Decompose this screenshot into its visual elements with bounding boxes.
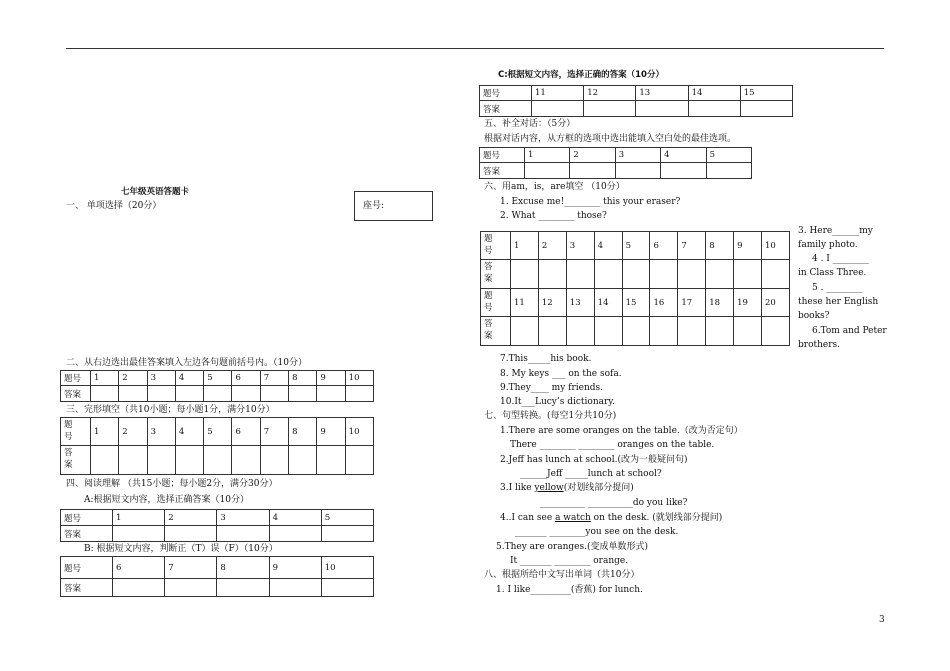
table-row: 答案 — [61, 386, 374, 402]
table-row: 题号 1 2 3 4 5 — [61, 510, 374, 526]
section-4b-heading: B: 根据短文内容，判断正（T）误（F）（10分） — [84, 544, 278, 554]
table-row: 题 号 1 2 3 4 5 6 7 8 9 10 — [481, 232, 790, 260]
section-6-question: 2. What ________ those? — [500, 211, 607, 221]
table-row: 答案 — [480, 163, 752, 179]
table-row: 题 号 11 12 13 14 15 16 17 18 19 20 — [481, 289, 790, 317]
section-7-answer-line: _______ ________you see on the desk. — [515, 527, 679, 537]
section-8-heading: 八、根据所给中文写出单词（共10分） — [484, 570, 640, 580]
section-7-question: 3.I like yellow(对划线部分提问) — [500, 483, 634, 493]
section-6-question: 7.This_____his book. — [500, 354, 592, 364]
card-title: 七年级英语答题卡 — [121, 187, 190, 197]
table-row: 题号 11 12 13 14 15 — [480, 86, 793, 101]
section-2-answer-table — [60, 370, 374, 402]
section-3-heading: 三、完形填空（共10小题；每小题1分，满分10分） — [66, 405, 275, 415]
section-6-answer-table — [480, 231, 790, 346]
section-7-answer-line: __________ __________do you like? — [540, 498, 688, 508]
section-7-heading: 七、句型转换。(每空1分共10分) — [484, 411, 617, 421]
table-row: 答 案 — [481, 260, 790, 289]
table-row: 题号 1 2 3 4 5 6 7 8 9 10 — [61, 371, 374, 386]
section-6-question: 1. Excuse me!________ this your eraser? — [500, 197, 681, 207]
header-rule — [66, 48, 884, 49]
side-question: 5 . ________ — [812, 283, 863, 293]
section-6-question: 8. My keys ___ on the sofa. — [500, 369, 622, 379]
section-4b-answer-table — [60, 556, 374, 597]
section-7-question: 4..I can see a watch on the desk. (就划线部分提问) — [500, 513, 723, 523]
side-question: brothers. — [798, 340, 841, 350]
side-question: 4 . I ________ — [812, 254, 869, 264]
section-c-answer-table — [479, 85, 793, 117]
section-7-answer-line: ______Jeff _____lunch at school? — [520, 469, 662, 479]
page-number: 3 — [879, 615, 885, 625]
table-row: 题号 6 7 8 9 10 — [61, 557, 374, 579]
section-1-heading: 一、 单项选择（20分） — [66, 201, 162, 211]
section-4a-answer-table — [60, 509, 374, 542]
section-5-answer-table — [479, 147, 752, 179]
section-c-heading: C:根据短文内容，选择正确的答案（10分） — [498, 70, 664, 80]
section-5-heading: 五、补全对话：（5分） — [484, 119, 576, 129]
section-8-question: 1. I like_________(香蕉) for lunch. — [496, 585, 643, 595]
section-7-question: 5.They are oranges.(变成单数形式) — [496, 542, 648, 552]
table-row: 题号 1 2 3 4 5 — [480, 148, 752, 163]
section-6-question: 9.They____ my friends. — [500, 383, 604, 393]
section-3-answer-table — [60, 417, 374, 475]
side-question: 3. Here______my — [798, 226, 873, 236]
table-row: 题 号 1 2 3 4 5 6 7 8 9 10 — [61, 418, 374, 446]
section-7-question: 2.Jeff has lunch at school.(改为一般疑问句) — [500, 455, 688, 465]
section-7-answer-line: It _______ ________ orange. — [510, 556, 629, 566]
section-5-instruction: 根据对话内容，从方框的选项中选出能填入空白处的最佳选项。 — [484, 134, 737, 144]
seat-label: 座号: — [363, 201, 385, 211]
section-4a-heading: A:根据短文内容，选择正确答案（10分） — [84, 495, 249, 505]
table-row: 答 案 — [61, 446, 374, 475]
side-question: 6.Tom and Peter — [812, 326, 887, 336]
section-6-question: 10.It___Lucy’s dictionary. — [500, 397, 616, 407]
table-row: 答案 — [480, 101, 793, 117]
section-6-heading: 六、用am，is，are填空 （10分） — [484, 182, 625, 192]
side-question: family photo. — [798, 240, 858, 250]
side-question: these her English — [798, 297, 879, 307]
table-row: 答案 — [61, 579, 374, 597]
table-row: 答 案 — [481, 317, 790, 346]
header-cell: 题号 — [61, 371, 91, 386]
side-question: books? — [798, 311, 830, 321]
section-7-answer-line: There ________ ________ oranges on the table. — [510, 440, 715, 450]
section-2-heading: 二、从右边选出最佳答案填入左边各句题前括号内。（10分） — [66, 358, 307, 368]
seat-number-box — [354, 191, 433, 221]
side-question: in Class Three. — [798, 268, 867, 278]
section-7-question: 1.There are some oranges on the table.（改为否定句） — [500, 426, 743, 436]
table-row: 答案 — [61, 526, 374, 542]
section-4-heading: 四、阅读理解 （共15小题；每小题2分，满分30分） — [66, 479, 278, 489]
